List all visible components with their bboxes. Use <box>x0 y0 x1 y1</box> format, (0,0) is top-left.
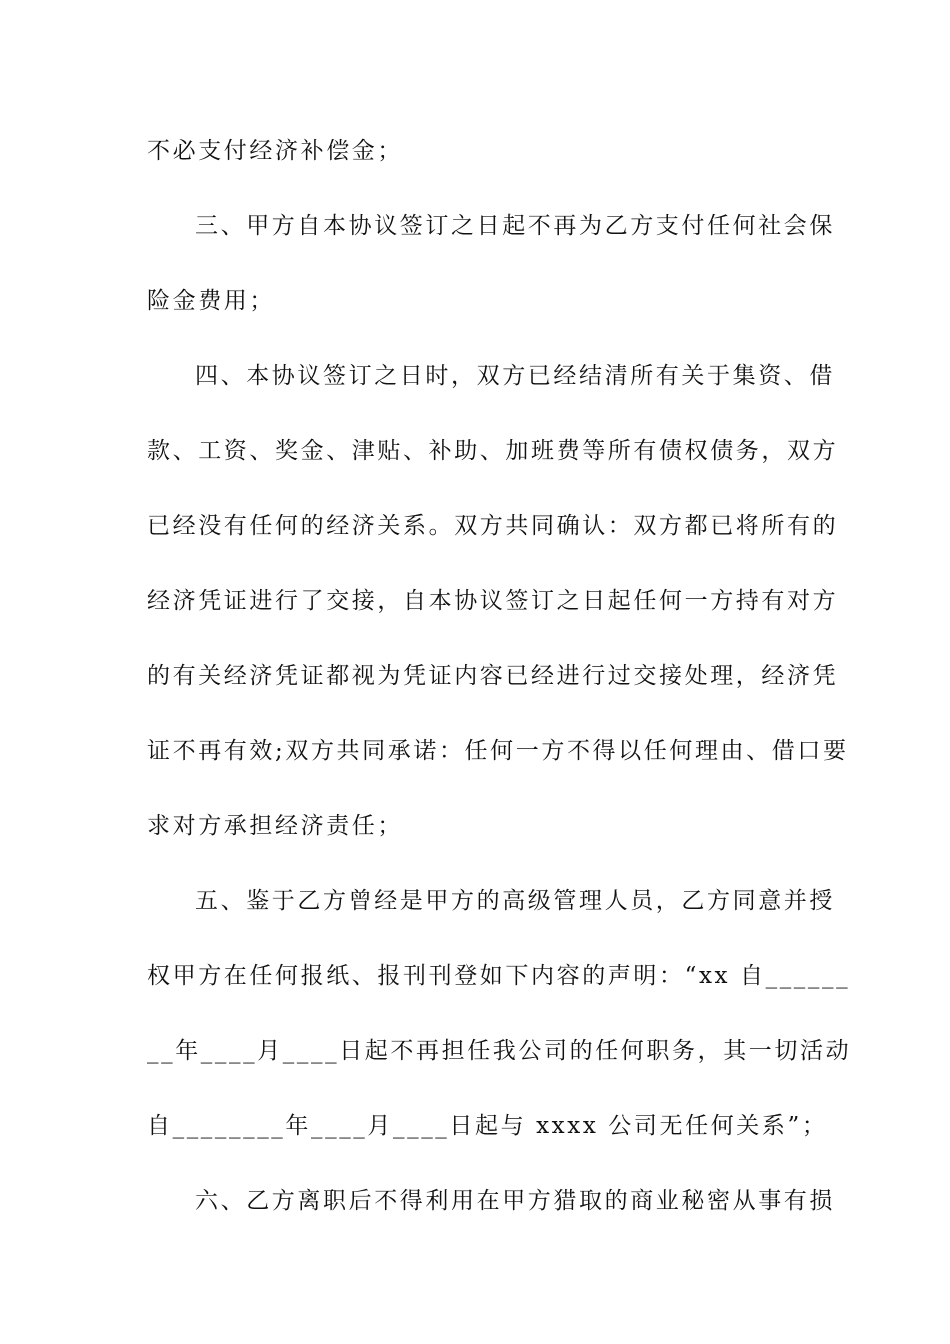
text-line: __年____月____日起不再担任我公司的任何职务，其一切活动 <box>147 1038 852 1064</box>
text-line: 证不再有效;双方共同承诺：任何一方不得以任何理由、借口要 <box>147 738 849 764</box>
text-line: 款、工资、奖金、津贴、补助、加班费等所有债权债务，双方 <box>147 438 839 464</box>
text-line: 不必支付经济补偿金； <box>147 138 403 164</box>
text-line: 已经没有任何的经济关系。双方共同确认：双方都已将所有的 <box>147 513 839 539</box>
clause-three-line: 三、甲方自本协议签订之日起不再为乙方支付任何社会保 <box>195 213 835 239</box>
clause-four-line: 四、本协议签订之日时，双方已经结清所有关于集资、借 <box>195 363 835 389</box>
text-line: 自________年____月____日起与 xxxx 公司无任何关系”； <box>147 1113 828 1139</box>
text-line: 的有关经济凭证都视为凭证内容已经进行过交接处理，经济凭 <box>147 663 839 689</box>
text-line: 经济凭证进行了交接，自本协议签订之日起任何一方持有对方 <box>147 588 839 614</box>
text-line: 求对方承担经济责任； <box>147 813 403 839</box>
clause-five-line: 五、鉴于乙方曾经是甲方的高级管理人员，乙方同意并授 <box>195 888 835 914</box>
text-line: 险金费用； <box>147 288 275 314</box>
text-line: 权甲方在任何报纸、报刊刊登如下内容的声明：“xx 自______ <box>147 963 851 989</box>
clause-six-line: 六、乙方离职后不得利用在甲方猎取的商业秘密从事有损 <box>195 1188 835 1214</box>
